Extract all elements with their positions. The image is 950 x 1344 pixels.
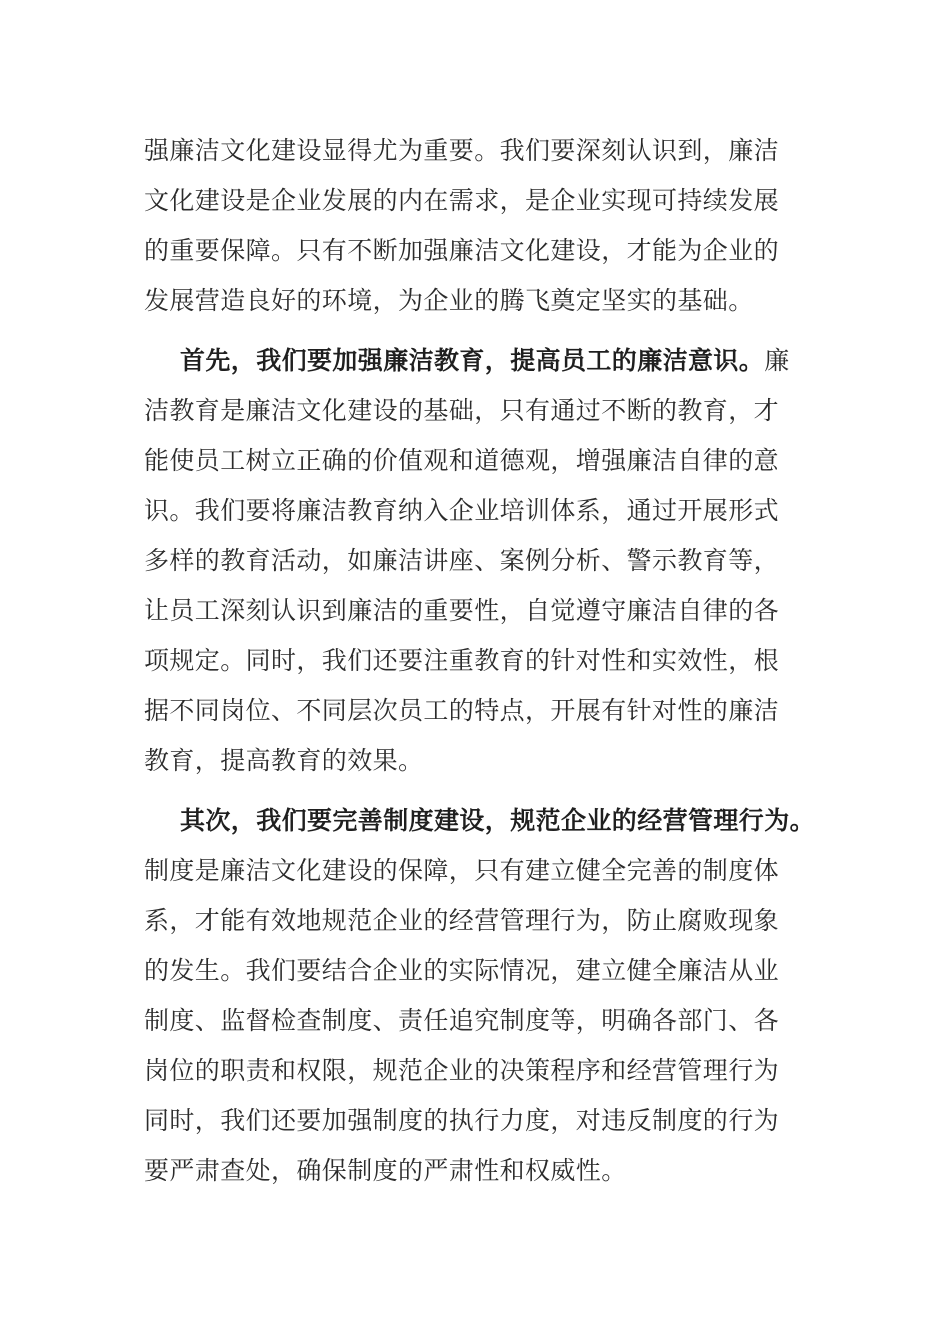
text-line: 的发生。我们要结合企业的实际情况，建立健全廉洁从业 [144, 956, 780, 985]
text-line: 让员工深刻认识到廉洁的重要性，自觉遵守廉洁自律的各 [144, 596, 780, 625]
text-line: 的重要保障。只有不断加强廉洁文化建设，才能为企业的 [144, 236, 780, 265]
text-line: 发展营造良好的环境，为企业的腾飞奠定坚实的基础。 [144, 286, 754, 315]
paragraph-heading: 其次，我们要完善制度建设，规范企业的经营管理行为。 [180, 806, 816, 835]
paragraph-intro [144, 126, 824, 326]
text-line: 能使员工树立正确的价值观和道德观，增强廉洁自律的意 [144, 446, 780, 475]
text-line: 强廉洁文化建设显得尤为重要。我们要深刻认识到，廉洁 [144, 136, 780, 165]
paragraph-heading: 首先，我们要加强廉洁教育，提高员工的廉洁意识。 [180, 346, 765, 375]
text-line-first [144, 336, 824, 386]
text-line: 识。我们要将廉洁教育纳入企业培训体系，通过开展形式 [144, 496, 780, 525]
text-line: 教育，提高教育的效果。 [144, 746, 424, 775]
text-line-first [144, 796, 824, 846]
text-line: 项规定。同时，我们还要注重教育的针对性和实效性，根 [144, 646, 780, 675]
text-line: 多样的教育活动，如廉洁讲座、案例分析、警示教育等， [144, 546, 780, 575]
text-line: 据不同岗位、不同层次员工的特点，开展有针对性的廉洁 [144, 696, 780, 725]
text-line: 洁教育是廉洁文化建设的基础，只有通过不断的教育，才 [144, 396, 780, 425]
text-line: 制度、监督检查制度、责任追究制度等，明确各部门、各 [144, 1006, 780, 1035]
text-line: 岗位的职责和权限，规范企业的决策程序和经营管理行为 [144, 1056, 780, 1085]
paragraph-education [144, 336, 824, 786]
text-line-continuation: 廉 [764, 346, 790, 375]
text-line: 文化建设是企业发展的内在需求，是企业实现可持续发展 [144, 186, 780, 215]
text-line: 要严肃查处，确保制度的严肃性和权威性。 [144, 1156, 627, 1185]
paragraph-system [144, 796, 824, 1196]
text-line: 系，才能有效地规范企业的经营管理行为，防止腐败现象 [144, 906, 780, 935]
text-line: 制度是廉洁文化建设的保障，只有建立健全完善的制度体 [144, 856, 780, 885]
text-line: 同时，我们还要加强制度的执行力度，对违反制度的行为 [144, 1106, 780, 1135]
